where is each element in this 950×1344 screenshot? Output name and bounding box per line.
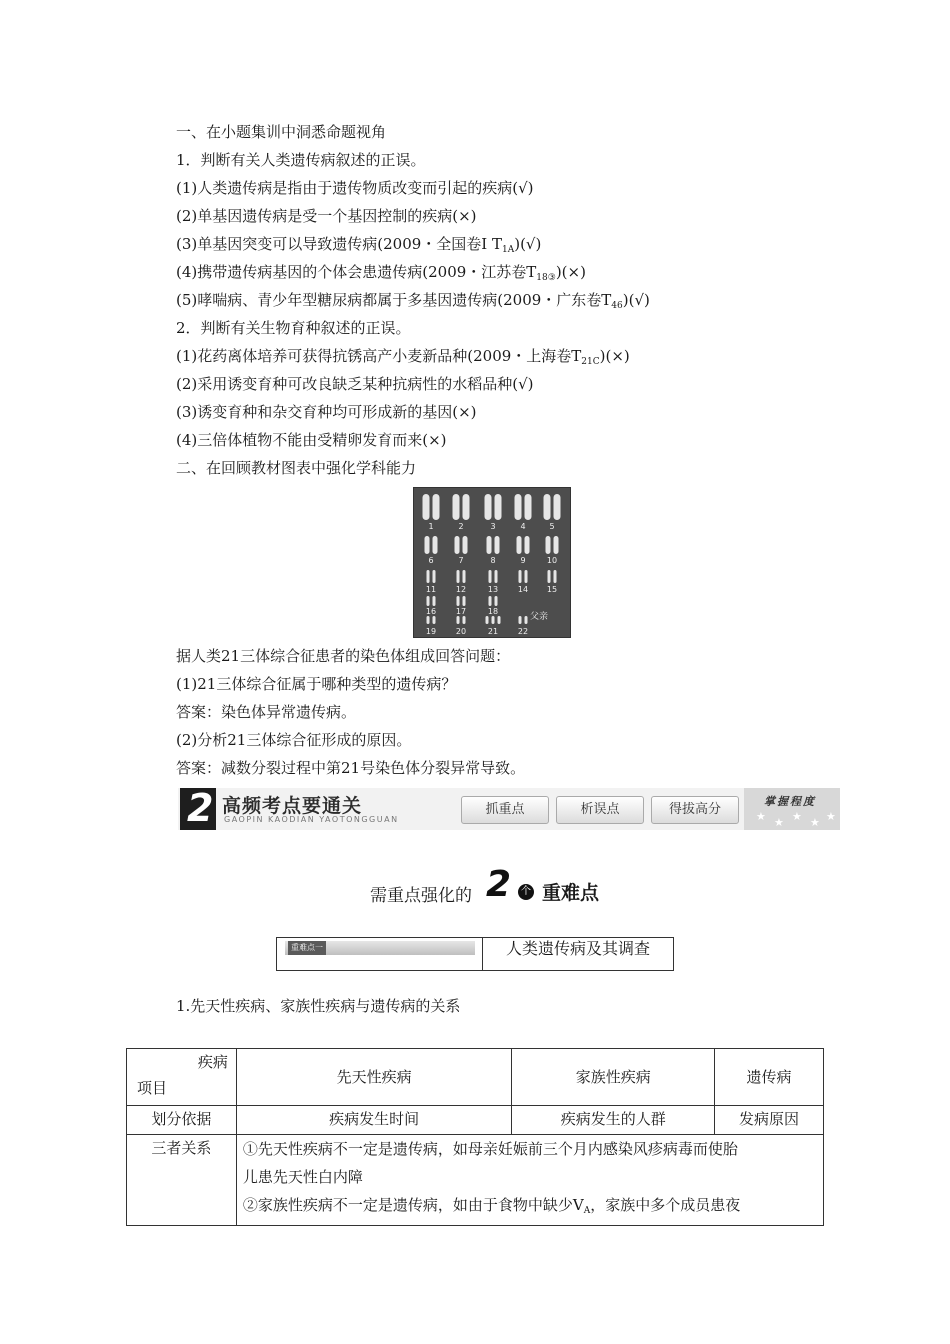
point-1-title: 1.先天性疾病、家族性疾病与遗传病的关系 xyxy=(176,997,461,1015)
karyotype-prompt: 据人类21三体综合征患者的染色体组成回答问题： xyxy=(176,647,511,665)
chromosome-number-label: 16 xyxy=(425,607,437,616)
chromosome-number-label: 18 xyxy=(487,607,499,616)
mastery-level-badge xyxy=(744,788,840,830)
chromosome-9 xyxy=(517,536,522,554)
chromosome-number-label: 5 xyxy=(549,522,555,531)
analyze-errors-button[interactable]: 析误点 xyxy=(556,796,644,824)
chromosome-18 xyxy=(489,596,492,606)
chromosome-15 xyxy=(548,570,551,583)
key-point-box xyxy=(276,937,674,971)
chromosome-number-label: 10 xyxy=(546,556,558,565)
q2-item-1: (1)花药离体培养可获得抗锈高产小麦新品种(2009・上海卷$T_{21C})(\times)$ xyxy=(176,347,630,367)
chromosome-22 xyxy=(525,616,528,624)
table-row xyxy=(127,1135,824,1226)
karyotype-figure xyxy=(414,488,570,637)
star-icon: ★ xyxy=(792,810,802,823)
chromosome-number-label: 1 xyxy=(428,522,434,531)
high-score-button[interactable]: 得拔高分 xyxy=(651,796,739,824)
banner-title: 高频考点要通关 xyxy=(222,795,363,817)
table-header-cell: 家族性疾病 xyxy=(512,1049,715,1106)
q2-item-2: (2)采用诱变育种可改良缺乏某种抗病性的水稻品种(√) xyxy=(176,375,534,393)
chromosome-number-label: 21 xyxy=(487,627,499,636)
chromosome-11 xyxy=(427,570,430,583)
chromosome-number-label: 17 xyxy=(455,607,467,616)
chromosome-15 xyxy=(554,570,557,583)
banner-number: 2 xyxy=(187,786,214,830)
chromosome-11 xyxy=(433,570,436,583)
chromosome-number-label: 4 xyxy=(520,522,526,531)
key-point-tag: 重难点一 xyxy=(285,941,475,955)
table-cell: 疾病发生的人群 xyxy=(512,1106,715,1135)
chromosome-20 xyxy=(463,616,466,624)
chromosome-1 xyxy=(433,494,440,520)
chromosome-number-label: 14 xyxy=(517,585,529,594)
chromosome-16 xyxy=(427,596,430,606)
chromosome-12 xyxy=(463,570,466,583)
chromosome-2 xyxy=(453,494,460,520)
row-label: 三者关系 xyxy=(127,1135,237,1226)
q2-item-4: (4)三倍体植物不能由受精卵发育而来(×) xyxy=(176,431,447,449)
section-heading-2: 二、在回顾教材图表中强化学科能力 xyxy=(176,459,417,477)
chromosome-number-label: 8 xyxy=(490,556,496,565)
chromosome-7 xyxy=(455,536,460,554)
chromosome-21 xyxy=(486,616,489,624)
chromosome-number-label: 11 xyxy=(425,585,437,594)
chromosome-9 xyxy=(525,536,530,554)
karyotype-image xyxy=(413,487,571,638)
chromosome-17 xyxy=(463,596,466,606)
chromosome-16 xyxy=(433,596,436,606)
q1-item-2: (2)单基因遗传病是受一个基因控制的疾病(×) xyxy=(176,207,477,225)
chromosome-22 xyxy=(519,616,522,624)
chromosome-number-label: 22 xyxy=(517,627,529,636)
chromosome-1 xyxy=(423,494,430,520)
star-icon: ★ xyxy=(774,816,784,829)
heading-number: 2 xyxy=(486,864,512,905)
star-icon: ★ xyxy=(756,810,766,823)
banner-number-box xyxy=(180,788,216,830)
q1-item-4: (4)携带遗传病基因的个体会患遗传病(2009・江苏卷$T_{18③})(\times)$ xyxy=(176,263,586,283)
table-cell: 疾病发生时间 xyxy=(236,1106,512,1135)
chromosome-20 xyxy=(457,616,460,624)
question-2-2: (2)分析21三体综合征形成的原因。 xyxy=(176,731,412,749)
question-2-title: 2．判断有关生物育种叙述的正误。 xyxy=(176,319,411,337)
chromosome-5 xyxy=(554,494,561,520)
table-row xyxy=(127,1106,824,1135)
chromosome-number-label: 12 xyxy=(455,585,467,594)
chromosome-13 xyxy=(489,570,492,583)
table-header-cell: 遗传病 xyxy=(715,1049,824,1106)
q1-item-1: (1)人类遗传病是指由于遗传物质改变而引起的疾病(√) xyxy=(176,179,534,197)
table-cell: ①先天性疾病不一定是遗传病，如母亲妊娠前三个月内感染风疹病毒而使胎 儿患先天性白内障 ②家族性疾病不一定是遗传病，如由于食物中缺少$V_A$，家族中多个成员患夜 xyxy=(236,1135,823,1226)
chromosome-10 xyxy=(554,536,559,554)
star-icon: ★ xyxy=(810,816,820,829)
chromosome-number-label: 6 xyxy=(428,556,434,565)
table-header-cell: 先天性疾病 xyxy=(236,1049,512,1106)
q1-item-3: (3)单基因突变可以导致遗传病(2009・全国卷Ⅰ $T_{1A})(√)$ xyxy=(176,235,542,255)
heading-prefix: 需重点强化的 xyxy=(370,886,472,906)
question-2-1: (1)21三体综合征属于哪种类型的遗传病？ xyxy=(176,675,457,693)
mastery-label: 掌握程度 xyxy=(764,795,816,808)
key-point-title: 人类遗传病及其调查 xyxy=(505,939,650,958)
chromosome-6 xyxy=(425,536,430,554)
q1-item-5: (5)哮喘病、青少年型糖尿病都属于多基因遗传病(2009・广东卷$T_{46})(√)$ xyxy=(176,291,650,311)
answer-2-1: 答案：染色体异常遗传病。 xyxy=(176,703,357,721)
section-heading-1: 一、在小题集训中洞悉命题视角 xyxy=(176,123,387,141)
karyotype-caption: 父亲 xyxy=(529,612,549,622)
chromosome-21 xyxy=(498,616,501,624)
heading-suffix: 重难点 xyxy=(542,882,600,904)
chromosome-21 xyxy=(492,616,495,624)
chromosome-number-label: 20 xyxy=(455,627,467,636)
chromosome-3 xyxy=(495,494,502,520)
table-cell: 发病原因 xyxy=(715,1106,824,1135)
chromosome-13 xyxy=(495,570,498,583)
chromosome-17 xyxy=(457,596,460,606)
chromosome-14 xyxy=(525,570,528,583)
chromosome-number-label: 15 xyxy=(546,585,558,594)
disease-relation-table xyxy=(126,1048,824,1226)
chromosome-7 xyxy=(463,536,468,554)
chromosome-2 xyxy=(463,494,470,520)
chromosome-3 xyxy=(485,494,492,520)
chromosome-14 xyxy=(519,570,522,583)
chromosome-number-label: 3 xyxy=(490,522,496,531)
heading-circle-badge: 个 xyxy=(518,884,534,900)
question-1-title: 1．判断有关人类遗传病叙述的正误。 xyxy=(176,151,426,169)
banner-pinyin: GAOPIN KAODIAN YAOTONGGUAN xyxy=(224,815,399,824)
chromosome-4 xyxy=(525,494,532,520)
chromosome-number-label: 2 xyxy=(458,522,464,531)
chromosome-number-label: 7 xyxy=(458,556,464,565)
chromosome-8 xyxy=(487,536,492,554)
chromosome-8 xyxy=(495,536,500,554)
section-banner xyxy=(178,788,840,830)
answer-2-2: 答案：减数分裂过程中第21号染色体分裂异常导致。 xyxy=(176,759,526,777)
chromosome-18 xyxy=(495,596,498,606)
chromosome-19 xyxy=(433,616,436,624)
chromosome-19 xyxy=(427,616,430,624)
chromosome-12 xyxy=(457,570,460,583)
chromosome-4 xyxy=(515,494,522,520)
chromosome-5 xyxy=(544,494,551,520)
table-corner-cell: 疾病 项目 xyxy=(127,1049,237,1106)
chromosome-10 xyxy=(546,536,551,554)
chromosome-number-label: 9 xyxy=(520,556,526,565)
grasp-key-points-button[interactable]: 抓重点 xyxy=(461,796,549,824)
chromosome-6 xyxy=(433,536,438,554)
chromosome-number-label: 13 xyxy=(487,585,499,594)
star-icon: ★ xyxy=(826,810,836,823)
q2-item-3: (3)诱变育种和杂交育种均可形成新的基因(×) xyxy=(176,403,477,421)
row-label: 划分依据 xyxy=(127,1106,237,1135)
chromosome-number-label: 19 xyxy=(425,627,437,636)
